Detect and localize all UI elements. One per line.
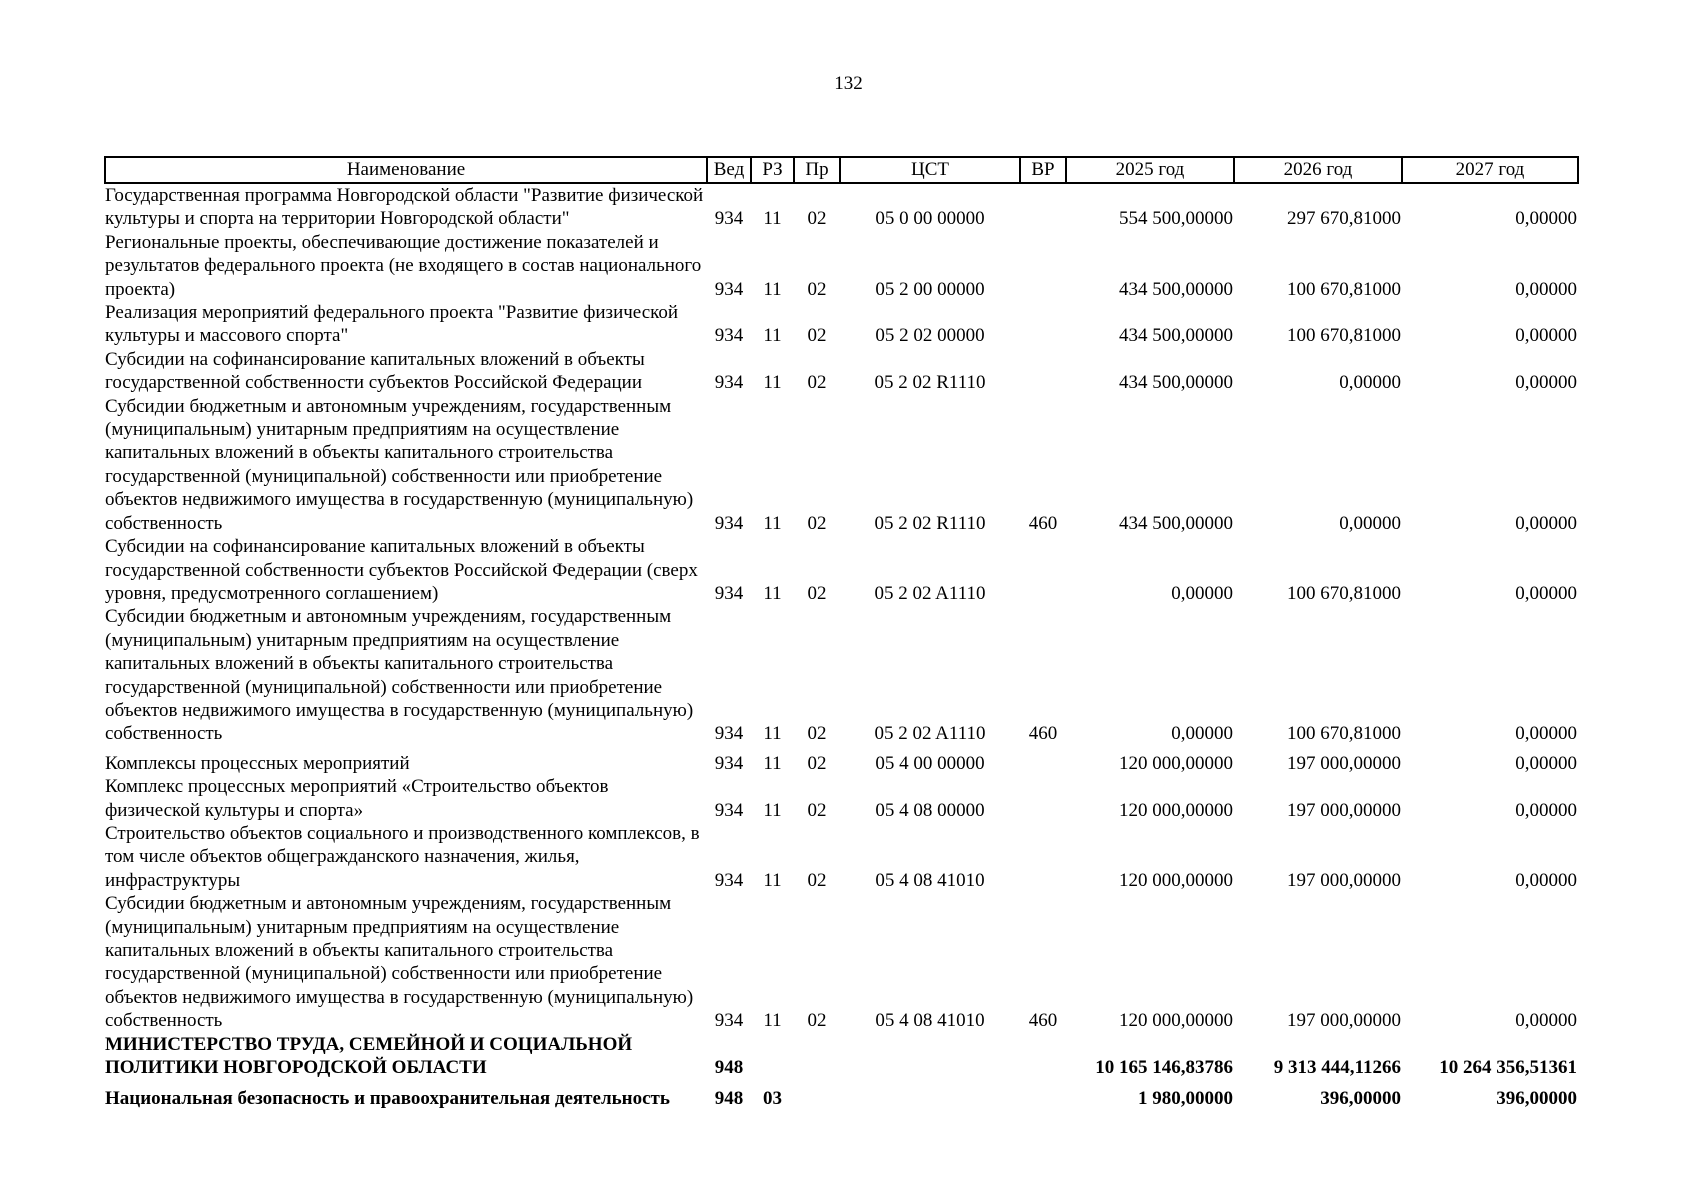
header-rz: РЗ <box>751 157 794 183</box>
row-rz: 11 <box>763 869 782 891</box>
row-pr <box>794 1033 840 1080</box>
row-2027: 0,00000 <box>1515 278 1577 300</box>
row-2025: 434 500,00000 <box>1119 372 1233 394</box>
row-cst: 05 2 02 00000 <box>875 325 985 347</box>
row-pr: 02 <box>807 325 827 347</box>
row-2027: 396,00000 <box>1496 1088 1577 1110</box>
row-rz: 11 <box>763 325 782 347</box>
row-ved: 934 <box>714 208 744 230</box>
row-vr <box>1020 1079 1066 1110</box>
row-ved: 934 <box>714 723 744 745</box>
row-name: Государственная программа Новгородской области "Развитие физической культуры и спорта на территории Новгородской области" <box>105 185 704 230</box>
row-2026: 197 000,00000 <box>1287 869 1401 891</box>
row-2025: 10 165 146,83786 <box>1095 1057 1233 1079</box>
table-row <box>105 231 1578 301</box>
budget-table <box>104 156 1579 1111</box>
table-row <box>105 1033 1578 1080</box>
row-name: Субсидии бюджетным и автономным учреждениям, государственным (муниципальным) унитарным предприятиям на осуществление капитальных вложений в объекты капитального строительства государственной (муниципальной) собственности или приобретение объектов недвижимого имущества в государственную (муниципальную) собственность <box>105 395 694 534</box>
header-2025: 2025 год <box>1066 157 1234 183</box>
table-row <box>105 348 1578 395</box>
row-rz: 11 <box>763 208 782 230</box>
row-name: Строительство объектов социального и производственного комплексов, в том числе объектов общегражданского назначения, жилья, инфраструктуры <box>105 822 700 891</box>
row-vr: 460 <box>1028 1010 1058 1032</box>
row-rz: 11 <box>763 582 782 604</box>
row-ved: 934 <box>714 372 744 394</box>
row-pr: 02 <box>807 799 827 821</box>
row-2026: 396,00000 <box>1320 1088 1401 1110</box>
row-ved: 934 <box>714 278 744 300</box>
table-header-row <box>105 157 1578 183</box>
row-vr <box>1020 301 1066 348</box>
row-rz: 03 <box>763 1088 782 1110</box>
row-2027: 0,00000 <box>1515 512 1577 534</box>
row-name: Субсидии бюджетным и автономным учреждениям, государственным (муниципальным) унитарным предприятиям на осуществление капитальных вложений в объекты капитального строительства государственной (муниципальной) собственности или приобретение объектов недвижимого имущества в государственную (муниципальную) собственность <box>105 893 694 1032</box>
row-cst: 05 0 00 00000 <box>875 208 985 230</box>
table-row <box>105 301 1578 348</box>
row-2026: 100 670,81000 <box>1287 582 1401 604</box>
row-cst: 05 2 02 R1110 <box>874 372 986 394</box>
row-2027: 0,00000 <box>1515 799 1577 821</box>
row-ved: 934 <box>714 325 744 347</box>
row-2025: 1 980,00000 <box>1138 1088 1233 1110</box>
row-pr: 02 <box>807 1010 827 1032</box>
header-cst: ЦСТ <box>840 157 1020 183</box>
row-rz <box>751 1033 794 1080</box>
row-ved: 934 <box>714 1010 744 1032</box>
row-ved: 948 <box>714 1088 744 1110</box>
row-cst: 05 2 02 R1110 <box>874 512 986 534</box>
row-2027: 0,00000 <box>1515 723 1577 745</box>
row-2027: 10 264 356,51361 <box>1439 1057 1577 1079</box>
row-2026: 0,00000 <box>1339 372 1401 394</box>
row-vr: 460 <box>1028 723 1058 745</box>
row-rz: 11 <box>763 1010 782 1032</box>
row-name: Субсидии бюджетным и автономным учреждениям, государственным (муниципальным) унитарным предприятиям на осуществление капитальных вложений в объекты капитального строительства государственной (муниципальной) собственности или приобретение объектов недвижимого имущества в государственную (муниципальную) собственность <box>105 606 694 745</box>
row-2027: 0,00000 <box>1515 325 1577 347</box>
row-2025: 434 500,00000 <box>1119 278 1233 300</box>
row-2027: 0,00000 <box>1515 1010 1577 1032</box>
row-cst <box>840 1033 1020 1080</box>
row-2027: 0,00000 <box>1515 582 1577 604</box>
row-2026: 9 313 444,11266 <box>1273 1057 1401 1079</box>
row-ved: 934 <box>714 582 744 604</box>
row-rz: 11 <box>763 723 782 745</box>
row-cst: 05 4 08 00000 <box>875 799 985 821</box>
table-row <box>105 892 1578 1032</box>
row-2025: 434 500,00000 <box>1119 512 1233 534</box>
table-row <box>105 1079 1578 1110</box>
row-2025: 0,00000 <box>1171 582 1233 604</box>
row-pr: 02 <box>807 582 827 604</box>
row-ved: 934 <box>714 512 744 534</box>
row-cst: 05 4 08 41010 <box>875 1010 985 1032</box>
row-pr: 02 <box>807 512 827 534</box>
row-2027: 0,00000 <box>1515 869 1577 891</box>
row-pr: 02 <box>807 278 827 300</box>
row-2026: 100 670,81000 <box>1287 723 1401 745</box>
row-2027: 0,00000 <box>1515 208 1577 230</box>
row-pr: 02 <box>807 869 827 891</box>
row-rz: 11 <box>763 799 782 821</box>
row-2026: 197 000,00000 <box>1287 799 1401 821</box>
table-row <box>105 822 1578 892</box>
row-rz: 11 <box>763 278 782 300</box>
table-row <box>105 535 1578 605</box>
page-number: 132 <box>834 73 863 94</box>
row-cst: 05 4 08 41010 <box>875 869 985 891</box>
row-ved: 934 <box>714 752 744 774</box>
row-pr: 02 <box>807 208 827 230</box>
row-name: Комплексы процессных мероприятий <box>105 752 410 774</box>
row-cst: 05 2 02 A1110 <box>874 723 986 745</box>
row-2025: 120 000,00000 <box>1119 1010 1233 1032</box>
row-2026: 197 000,00000 <box>1287 1010 1401 1032</box>
header-2026: 2026 год <box>1234 157 1402 183</box>
row-ved: 934 <box>714 869 744 891</box>
row-vr: 460 <box>1028 512 1058 534</box>
row-vr <box>1020 775 1066 822</box>
row-2025: 120 000,00000 <box>1119 799 1233 821</box>
row-pr: 02 <box>807 372 827 394</box>
row-vr <box>1020 822 1066 892</box>
row-2027: 0,00000 <box>1515 372 1577 394</box>
row-2025: 554 500,00000 <box>1119 208 1233 230</box>
row-cst: 05 2 02 A1110 <box>874 582 986 604</box>
header-pr: Пр <box>794 157 840 183</box>
row-2025: 0,00000 <box>1171 723 1233 745</box>
row-vr <box>1020 746 1066 775</box>
row-name: Национальная безопасность и правоохранительная деятельность <box>105 1088 670 1110</box>
row-cst: 05 4 00 00000 <box>875 752 985 774</box>
row-vr <box>1020 231 1066 301</box>
row-ved: 948 <box>714 1057 744 1079</box>
table-row <box>105 395 1578 535</box>
row-vr <box>1020 1033 1066 1080</box>
row-rz: 11 <box>763 752 782 774</box>
header-vr: ВР <box>1020 157 1066 183</box>
row-2027: 0,00000 <box>1515 752 1577 774</box>
row-name: МИНИСТЕРСТВО ТРУДА, СЕМЕЙНОЙ И СОЦИАЛЬНОЙ ПОЛИТИКИ НОВГОРОДСКОЙ ОБЛАСТИ <box>105 1033 633 1079</box>
row-cst: 05 2 00 00000 <box>875 278 985 300</box>
header-2027: 2027 год <box>1402 157 1578 183</box>
row-2026: 100 670,81000 <box>1287 325 1401 347</box>
row-pr <box>794 1079 840 1110</box>
row-2026: 197 000,00000 <box>1287 752 1401 774</box>
row-cst <box>840 1079 1020 1110</box>
row-name: Субсидии на софинансирование капитальных вложений в объекты государственной собственности субъектов Российской Федерации (сверх уровня, предусмотренного соглашением) <box>105 536 698 604</box>
header-name: Наименование <box>105 157 707 183</box>
row-name: Реализация мероприятий федерального проекта "Развитие физической культуры и массового спорта" <box>105 302 679 347</box>
row-rz: 11 <box>763 512 782 534</box>
row-name: Региональные проекты, обеспечивающие достижение показателей и результатов федерального проекта (не входящего в состав национального проекта) <box>105 231 702 300</box>
table-row <box>105 605 1578 745</box>
row-vr <box>1020 348 1066 395</box>
row-2026: 100 670,81000 <box>1287 278 1401 300</box>
header-ved: Вед <box>707 157 751 183</box>
row-vr <box>1020 183 1066 231</box>
table-row <box>105 746 1578 775</box>
row-pr: 02 <box>807 752 827 774</box>
row-rz: 11 <box>763 372 782 394</box>
row-2026: 0,00000 <box>1339 512 1401 534</box>
table-row <box>105 775 1578 822</box>
row-ved: 934 <box>714 799 744 821</box>
row-name: Субсидии на софинансирование капитальных вложений в объекты государственной собственности субъектов Российской Федерации <box>105 348 645 394</box>
table-row <box>105 183 1578 231</box>
row-2025: 120 000,00000 <box>1119 752 1233 774</box>
row-2026: 297 670,81000 <box>1287 208 1401 230</box>
row-vr <box>1020 535 1066 605</box>
row-2025: 434 500,00000 <box>1119 325 1233 347</box>
row-pr: 02 <box>807 723 827 745</box>
row-name: Комплекс процессных мероприятий «Строительство объектов физической культуры и спорта» <box>105 776 609 821</box>
row-2025: 120 000,00000 <box>1119 869 1233 891</box>
